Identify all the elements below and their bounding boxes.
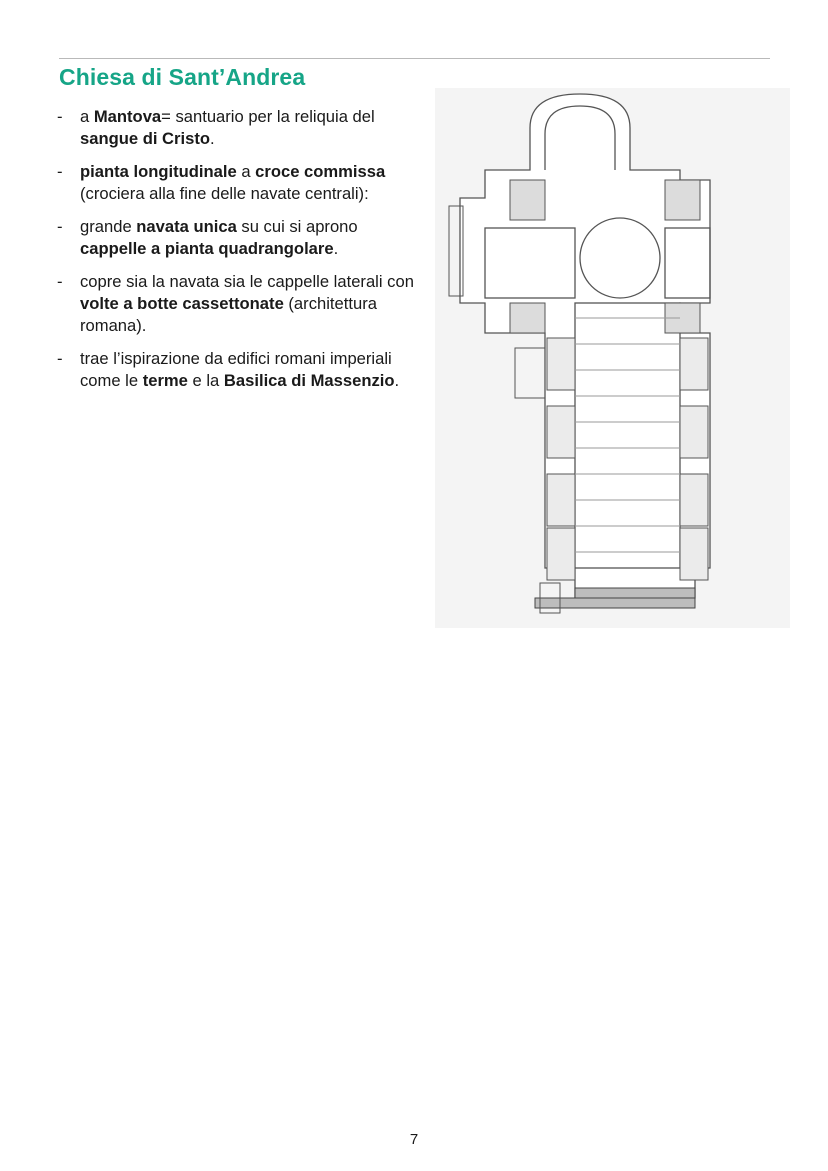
text-run: (architettura romana). xyxy=(80,294,377,335)
text-run: copre sia la navata sia le cappelle laterali con xyxy=(80,272,414,291)
bold-term: volte a botte cassettonate xyxy=(80,294,284,313)
bullet-marker: - xyxy=(57,107,63,126)
bullet-marker: - xyxy=(57,349,63,368)
text-run: a xyxy=(236,162,256,181)
page-title: Chiesa di Sant’Andrea xyxy=(59,64,306,90)
bold-term: terme xyxy=(142,371,188,390)
text-run: (crociera alla fine delle navate centrali): xyxy=(80,184,369,203)
floor-plan-image xyxy=(435,88,790,628)
bullet-item xyxy=(57,161,417,205)
bullet-list xyxy=(57,106,417,403)
bullet-marker: - xyxy=(57,162,63,181)
top-rule xyxy=(59,58,770,59)
text-run: a xyxy=(80,107,94,126)
bold-term: navata unica xyxy=(136,217,237,236)
bullet-item xyxy=(57,348,417,392)
bold-term: Mantova xyxy=(93,107,162,126)
text-run: su cui si aprono xyxy=(236,217,358,236)
bold-term: pianta longitudinale xyxy=(80,162,237,181)
text-run: trae l’ispirazione da edifici romani imperiali come le xyxy=(80,349,392,390)
bullet-marker: - xyxy=(57,272,63,291)
bullet-marker: - xyxy=(57,217,63,236)
bold-term: cappelle a pianta quadrangolare xyxy=(80,239,334,258)
bullet-item xyxy=(57,216,417,260)
text-run: e la xyxy=(187,371,224,390)
page-number: 7 xyxy=(409,1131,419,1148)
bullet-item xyxy=(57,106,417,150)
text-run: . xyxy=(333,239,339,258)
bold-term: croce commissa xyxy=(255,162,386,181)
text-run: = santuario per la reliquia del xyxy=(161,107,375,126)
bullet-item xyxy=(57,271,417,337)
text-run: . xyxy=(210,129,215,148)
bold-term: Basilica di Massenzio xyxy=(223,371,395,390)
bold-term: sangue di Cristo xyxy=(80,129,211,148)
text-run: grande xyxy=(80,217,137,236)
text-run: . xyxy=(394,371,400,390)
